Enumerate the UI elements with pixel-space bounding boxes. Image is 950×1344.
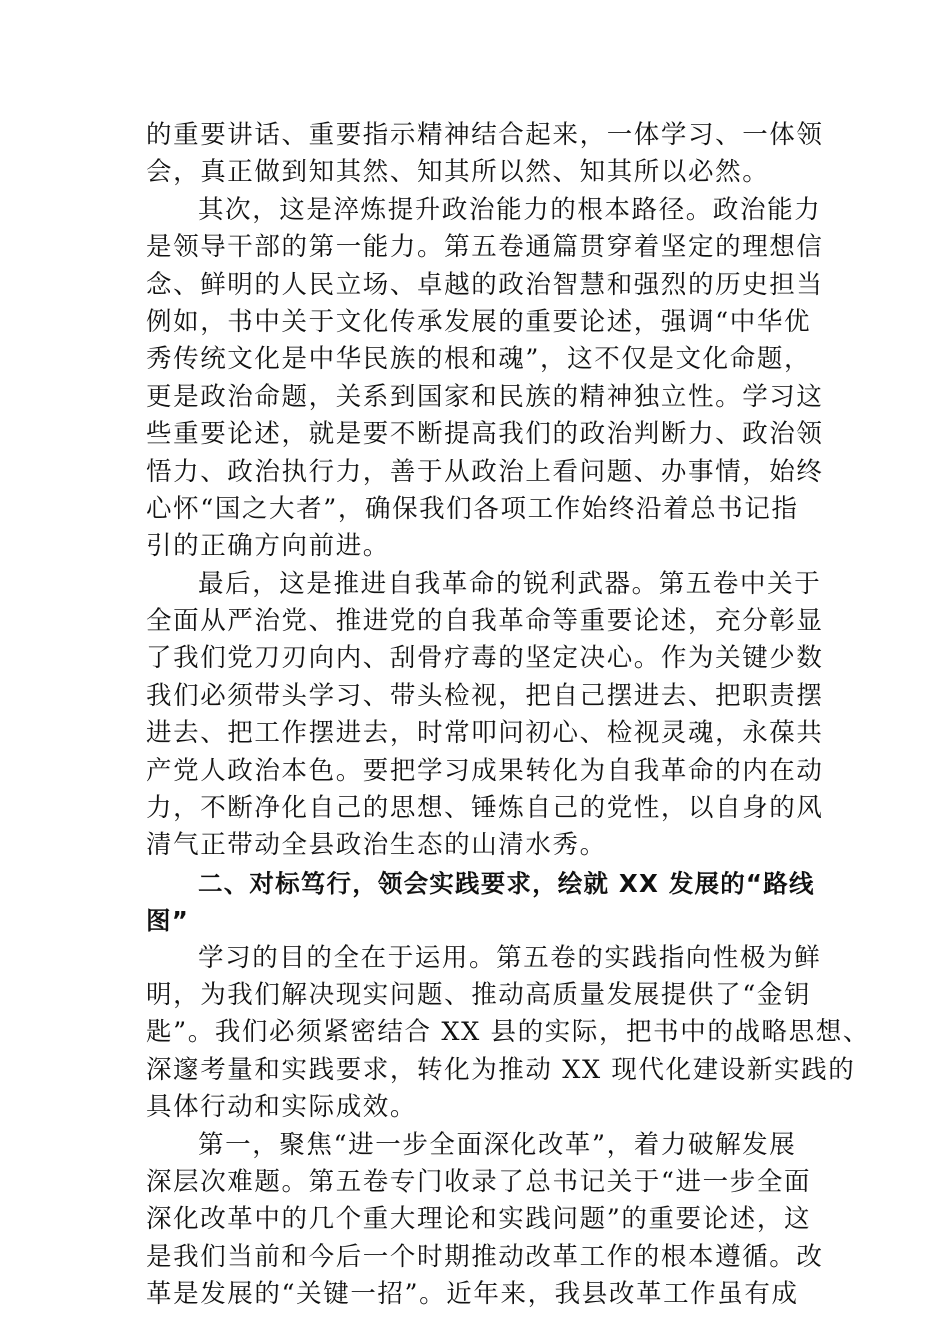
text-line: 清气正带动全县政治生态的山清水秀。: [146, 830, 607, 861]
text-line: 心怀“国之大者”，确保我们各项工作始终沿着总书记指: [146, 493, 799, 524]
paragraph-start: 最后，这是推进自我革命的锐利武器。第五卷中关于: [198, 568, 822, 599]
text-line: 我们必须带头学习、带头检视，把自己摆进去、把职责摆: [146, 680, 824, 711]
section-heading: 二、对标笃行，领会实践要求，绘就 XX 发展的“路线: [198, 868, 815, 898]
paragraph-start: 学习的目的全在于运用。第五卷的实践指向性极为鲜: [198, 942, 822, 973]
text-line: 产党人政治本色。要把学习成果转化为自我革命的内在动: [146, 755, 824, 786]
text-line: 力，不断净化自己的思想、锤炼自己的党性，以自身的风: [146, 793, 824, 824]
text-line: 匙”。我们必须紧密结合 XX 县的实际，把书中的战略思想、: [146, 1017, 870, 1048]
text-line: 是领导干部的第一能力。第五卷通篇贯穿着坚定的理想信: [146, 232, 824, 263]
paragraph-start: 第一，聚焦“进一步全面深化改革”，着力破解发展: [198, 1129, 797, 1160]
text-line: 全面从严治党、推进党的自我革命等重要论述，充分彰显: [146, 606, 824, 637]
text-line: 深邃考量和实践要求，转化为推动 XX 现代化建设新实践的: [146, 1054, 856, 1085]
text-line: 引的正确方向前进。: [146, 531, 390, 562]
text-line: 深层次难题。第五卷专门收录了总书记关于“进一步全面: [146, 1166, 812, 1197]
text-line: 明，为我们解决现实问题、推动高质量发展提供了“金钥: [146, 979, 812, 1010]
text-line: 悟力、政治执行力，善于从政治上看问题、办事情，始终: [146, 456, 824, 487]
text-line: 秀传统文化是中华民族的根和魂”，这不仅是文化命题，: [146, 344, 812, 375]
text-line: 些重要论述，就是要不断提高我们的政治判断力、政治领: [146, 419, 824, 450]
text-line: 的重要讲话、重要指示精神结合起来，一体学习、一体领: [146, 120, 824, 150]
text-line: 深化改革中的几个重大理论和实践问题”的重要论述，这: [146, 1204, 812, 1235]
text-line: 念、鲜明的人民立场、卓越的政治智慧和强烈的历史担当: [146, 269, 824, 300]
text-line: 更是政治命题，关系到国家和民族的精神独立性。学习这: [146, 381, 824, 412]
text-line: 革是发展的“关键一招”。近年来，我县改革工作虽有成: [146, 1279, 799, 1310]
text-line: 具体行动和实际成效。: [146, 1092, 418, 1123]
text-line: 了我们党刀刃向内、刮骨疗毒的坚定决心。作为关键少数: [146, 643, 824, 674]
paragraph-start: 其次，这是淬炼提升政治能力的根本路径。政治能力: [198, 194, 822, 225]
text-line: 例如，书中关于文化传承发展的重要论述，强调“中华优: [146, 306, 812, 337]
section-heading-continued: 图”: [146, 906, 190, 936]
document-body: [146, 117, 870, 1314]
text-line: 会，真正做到知其然、知其所以然、知其所以必然。: [146, 157, 770, 188]
text-line: 是我们当前和今后一个时期推动改革工作的根本遵循。改: [146, 1241, 824, 1272]
text-line: 进去、把工作摆进去，时常叩问初心、检视灵魂，永葆共: [146, 718, 824, 749]
